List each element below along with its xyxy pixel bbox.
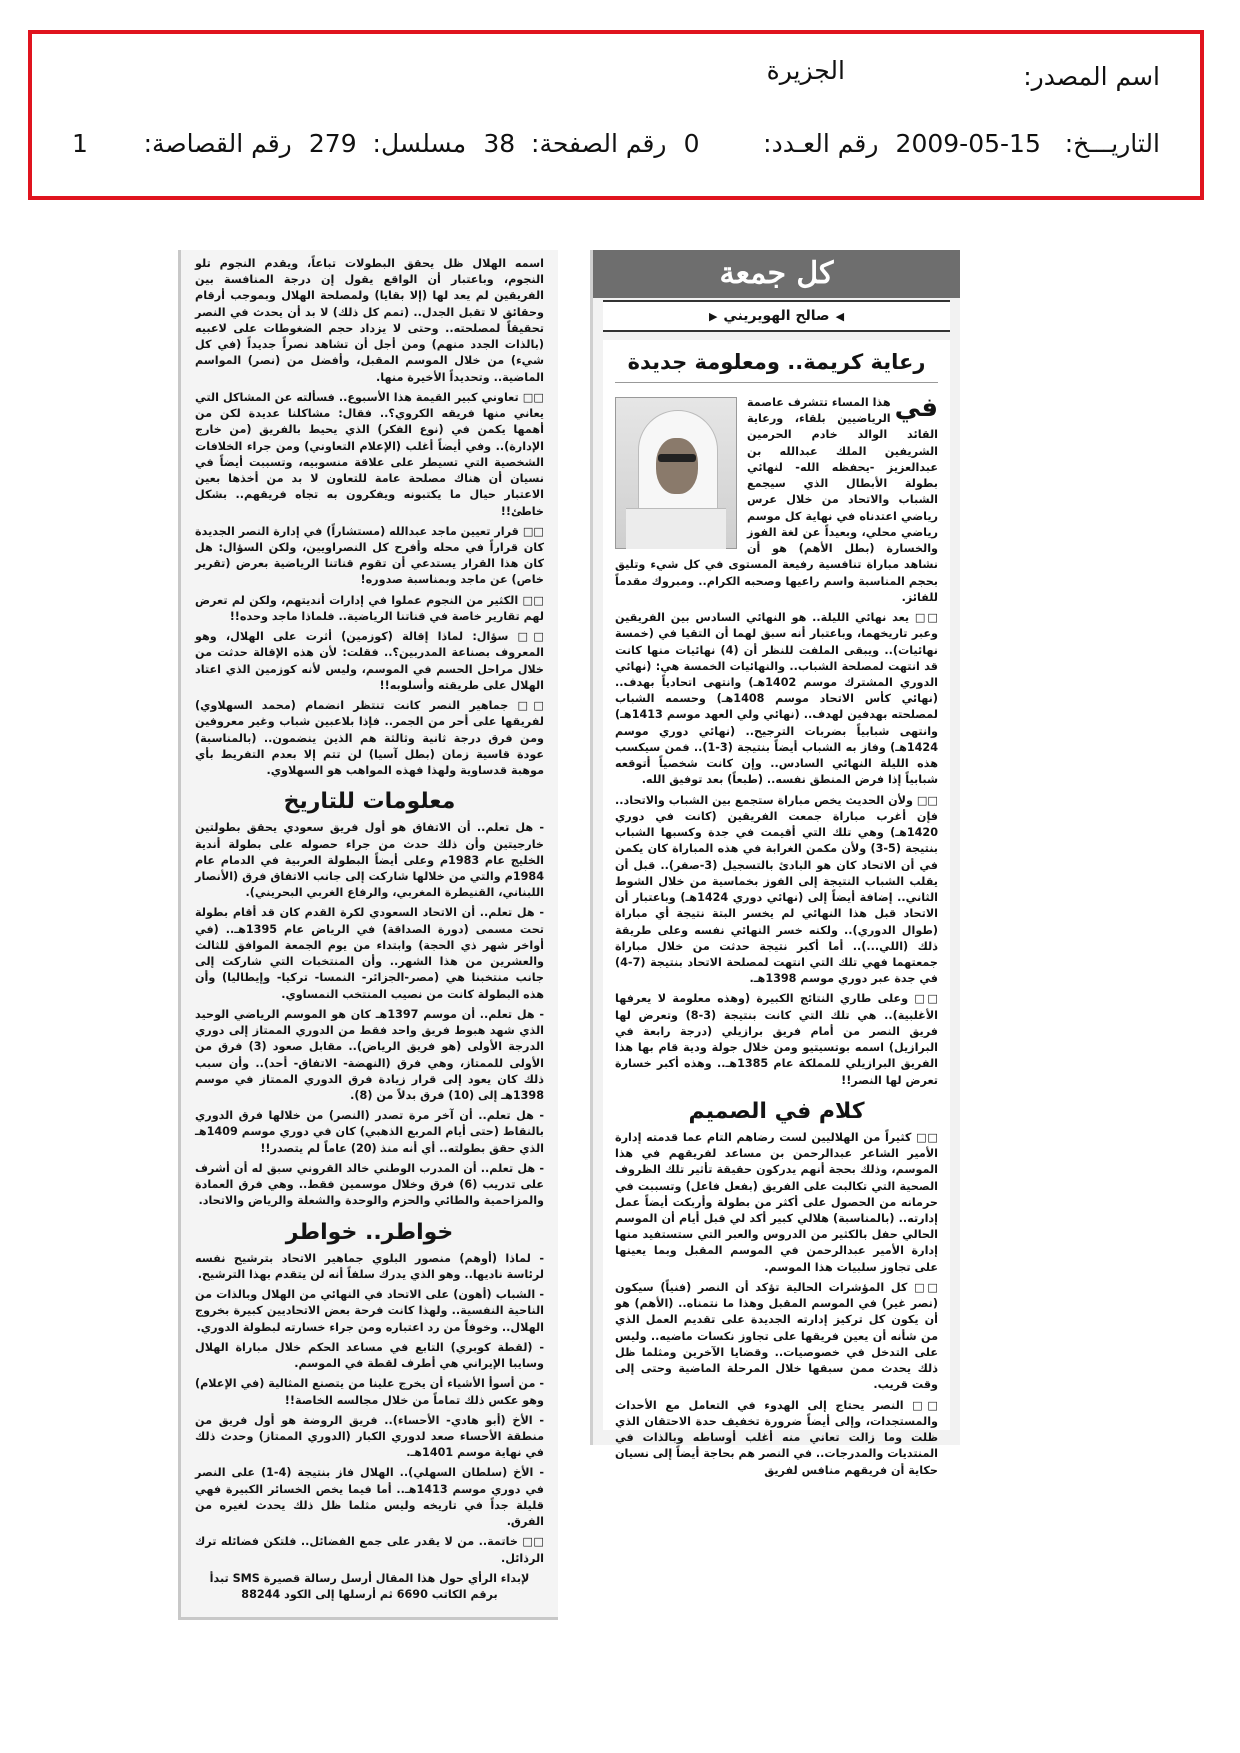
serial-label: مسلسل: bbox=[372, 129, 467, 158]
continuation-paragraph: □□ سؤال: لماذا إقالة (كوزمين) أثرت على الهلال، وهو المعروف بصناعة المدربين؟.. فقلت: لأن هذه الإقالة حدثت من خلال مراحل الحسم في الموسم، وليس لأنه كوزمين الذي اعتاد الهلال على طريقته وأسلوبه!! bbox=[195, 630, 544, 692]
sms-note: لإبداء الرأي حول هذا المقال أرسل رسالة قصيرة SMS تبدأ برقم الكاتب 6690 ثم أرسلها إلى الكود 88244 bbox=[209, 1571, 530, 1602]
article-paragraph: □□ وعلى طاري النتائج الكبيرة (وهذه معلومة لا يعرفها الأغلبية).. هي تلك التي كانت بنتيجة (3-8) وتعرض لها فريق النصر من أمام فريق برازيلي (درجة رابعة في البرازيل) اسمه بوتسيتيو ومن خلال جولة ودية قام بها هذا الفريق البرازيلي للمملكة عام 1385هـ.. وهذه أكبر خسارة تعرض لها النصر!! bbox=[615, 992, 938, 1087]
arrow-left-icon: ◀ bbox=[835, 309, 845, 323]
continuation-paragraph: □□ جماهير النصر كانت تنتظر انضمام (محمد السهلاوي) لفريقها على أحر من الجمر.. فإذا بلاعبين شباب وغير معروفين ومن فرق درجة ثانية وثالثة هم الذين ينضمون.. (بالمناسبة) عودة قاسية زمان (بطل آسيا) لن تتم إلا بعدم التفريط بأي موهبة قدساوية ولهذا فهذه المواهب هو السهلاوي. bbox=[195, 699, 544, 778]
article-paragraph: في هذا المساء تتشرف عاصمة الرياضيين بلقاء، ورعاية القائد الوالد خادم الحرمين الشريفين الملك عبدالله بن عبدالعزيز -يحفظه الله- لنهائي بطولة الأبطال الذي سيجمع الشباب والاتحاد من خلال عرس رياضي اعتدناه في نهاية كل موسم رياضي محلي، وبعيداً عن لغة الفوز والخسارة (بطل الأهم) هو أن نشاهد مباراة تنافسية رفيعة المستوى في كل شيء وتليق بحجم المناسبة واسم راعيها وصحبه الكرام.. ومبروك مقدماً للفائز. bbox=[615, 393, 938, 604]
clipping-header bbox=[28, 30, 1204, 200]
date-label: التاريـــخ: bbox=[1064, 129, 1160, 158]
thoughts-paragraph: - الأخ (أبو هادي- الأحساء).. فريق الروضة هو أول فريق من منطقة الأحساء صعد لدوري الكبار (الدوري الممتاز) وحدث ذلك في نهاية موسم 1401هـ. bbox=[195, 1413, 544, 1460]
article-paragraph: □□ ولأن الحديث يخص مباراة ستجمع بين الشباب والاتحاد.. فإن أغرب مباراة جمعت الفريقين (كانت في دوري 1420هـ) وهي تلك التي أقيمت في جدة وكسبها الشباب بنتيجة (5-3) ولأن مكمن الغرابة في هذه المباراة كان يكمن في أن الاتحاد كان هو البادئ بالتسجيل (3-صفر).. قبل أن يقلب الشباب النتيجة إلى الفوز بخماسية من خلال الشوط الثاني.. إضافة أيضاً إلى (نهائي دوري 1424هـ) وباعتبار أن الاتحاد قبل هذا النهائي لم يخسر البتة نتيجة أي مباراة (طوال الدوري).. ولكنه خسر النهائي نفسه وعلى طريقة ذلك (اللي...).. أما أكبر نتيجة حدثت من خلال مباراة جمعتهما فهي تلك التي انتهت لمصلحة الاتحاد بنتيجة (7-4) في جدة عبر دوري موسم 1398هـ. bbox=[615, 793, 939, 986]
article-body bbox=[603, 340, 950, 1477]
history-paragraph: - هل تعلم.. أن الاتفاق هو أول فريق سعودي يحقق بطولتين خارجيتين وأن ذلك حدث من جراء حصوله على بطولة أندية الخليج عام 1983م وعلى أيضاً البطولة العربية في الدمام عام 1984م والتي من خلالها شاركت إلى جانب الاتفاق فرق (الأنصار اللبناني، القنيطرة المغربي، والرفاع الغربي البحريني). bbox=[195, 821, 544, 900]
continuation-paragraph: □□ قرار تعيين ماجد عبدالله (مستشاراً) في إدارة النصر الجديدة كان قراراً في محله وأفرح كل النصراويين، ولكن السؤال: هل كان هذا القرار يستدعي أن تقوم قناتنا الرياضية بعرض (تقرير خاص) عن ماجد وبمناسبة صدوره! bbox=[195, 524, 544, 587]
history-paragraph: - هل تعلم.. أن موسم 1397هـ كان هو الموسم الرياضي الوحيد الذي شهد هبوط فريق واحد فقط من الدوري الممتاز إلى دوري الدرجة الأولى (هو فريق الرياض).. مقابل صعود (3) فرق من الأولى للممتاز، وهي فرق (النهضة- الاتفاق- أحد).. وأن سبب ذلك كان يعود إلى قرار زيادة فرق الدوري الممتاز في موسم 1398هـ إلى (10) فرق بدلاً من (8). bbox=[195, 1007, 544, 1103]
thoughts-paragraph: - من أسوأ الأشياء أن يخرج علينا من يتصنع المثالية (في الإعلام) وهو عكس ذلك تماماً من خلال مجالسه الخاصة!! bbox=[195, 1377, 544, 1407]
issue-value: 0 bbox=[683, 129, 700, 158]
clip-value: 1 bbox=[72, 129, 88, 158]
source-label: اسم المصدر: bbox=[1023, 62, 1160, 91]
thoughts-paragraph: - لماذا (أوهم) منصور البلوي جماهير الاتحاد بترشيح نفسه لرئاسة ناديها.. وهو الذي يدرك سلفاً أنه لن يتقدم بهذا الترشيح. bbox=[195, 1251, 544, 1281]
page-value: 38 bbox=[483, 129, 516, 158]
section-heading: كلام في الصميم bbox=[688, 1098, 865, 1124]
continuation-column bbox=[178, 250, 558, 1620]
clip-label: رقم القصاصة: bbox=[143, 129, 292, 158]
issue-label: رقم العـدد: bbox=[763, 129, 879, 158]
source-value: الجزيرة bbox=[766, 56, 845, 85]
thoughts-paragraph: - (لقطة كوبري) التابع في مساعد الحكم خلال مباراة الهلال وسايبا الإيراني هي أطرف لقطة في الموسم. bbox=[195, 1340, 544, 1371]
thoughts-paragraph: - الشباب (أهون) على الاتحاد في النهائي من الهلال وبالذات من الناحية النفسية.. ولهذا كانت فرحة بعض الاتحاديين كبيرة بخروج الهلال.. وخوفاً من رد اعتباره ومن جراء خسارته لبطولة الدوري. bbox=[195, 1288, 544, 1334]
column-banner: كل جمعة bbox=[593, 250, 960, 298]
meta-row bbox=[72, 129, 1160, 158]
continuation-paragraph: اسمه الهلال ظل يحقق البطولات تباعاً، ويقدم النجوم تلو النجوم، وباعتبار أن الواقع يقول إن درجة المنافسة بين الفريقين لم يعد لها (إلا بقايا) ولمصلحة الهلال وبموجب أرقام وحقائق لا تقبل الجدل.. (تمم كل ذلك) لا بد أن يحدث في النصر تحقيقاً لمصلحته.. وحتى لا يزداد حجم الضغوطات على لاعبيه (بالذات الجدد منهم) ومن أجل أن تشاهد نصراً جديداً (في كل شيء) من خلال الموسم المقبل، وأفضل من (نصر) المواسم الماضية.. وتحديداً الأخيرة منها. bbox=[195, 257, 544, 384]
serial-value: 279 bbox=[308, 129, 357, 158]
page-label: رقم الصفحة: bbox=[531, 129, 667, 158]
article-title: رعاية كريمة.. ومعلومة جديدة bbox=[615, 350, 938, 383]
section-paragraph: □□ كل المؤشرات الحالية تؤكد أن النصر (فنياً) سيكون (نصر غير) في الموسم المقبل وهذا ما نتمناه.. (الأهم) هو أن يكون كل تركيز إدارته الجديدة على تقديم العمل الذي من شأنه أن يعين فريقها على تجاوز نكسات ماضيه.. وليس على التدخل في خصوصيات.. وقضايا الآخرين ومثلما ظل ذلك يحدث ممن سبقها خلال المرحلة الماضية وحتى إلى وقت قريب. bbox=[615, 1280, 938, 1392]
drop-cap: في bbox=[894, 393, 938, 423]
article-column bbox=[590, 250, 960, 1477]
section-paragraph: □□ النصر يحتاج إلى الهدوء في التعامل مع الأحداث والمستجدات، وإلى أيضاً ضرورة تخفيف حدة الاحتقان الذي ظلت وما زالت تعاني منه أغلب أوساطه وبالذات في المنتديات والمدرجات.. في النصر هم بحاجة أيضاً إلى نسيان حكاية أن فريقهم منافس لفريق bbox=[615, 1398, 938, 1477]
arrow-right-icon: ▶ bbox=[708, 309, 718, 323]
history-paragraph: - هل تعلم.. أن الاتحاد السعودي لكرة القدم كان قد أقام بطولة تحت مسمى (دورة الصداقة) في الرياض عام 1395هـ.. (في أواخر شهر ذي الحجة) وابتداء من يوم الجمعة الموافق للثالث والعشرين من هذا الشهر.. وأن المنتخبات التي شاركت إلى جانب منتخبنا هي (مصر-الجزائر- النمسا- تركيا- وإيطاليا) وأن هذه البطولة كانت من نصيب المنتخب النمساوي. bbox=[195, 906, 544, 1001]
history-paragraph: - هل تعلم.. أن آخر مرة تصدر (النصر) من خلالها فرق الدوري بالنقاط (حتى أيام المربع الذهبي) كان في دوري موسم 1409هـ الذي حقق بطولته.. أي أنه منذ (20) عاماً لم يتصدر!! bbox=[195, 1109, 544, 1155]
section-paragraph: □□ كثيراً من الهلاليين لست رضاهم التام عما قدمته إدارة الأمير الشاعر عبدالرحمن بن مساعد لفريقهم في هذا الموسم، وذلك بحجة أنهم يدركون حقيقة تأثير تلك الظروف الصحية التي تكالبت على الفريق (بفعل فاعل) وتسببت في حرمانه من الحصول على أكثر من بطولة وأربكت أيضاً عمل إدارته.. (بالمناسبة) هلالي كبير أكد لي قبل أيام أن الموسم الحالي حفل بالكثير من الدروس والعبر التي ستستفيد منها إدارة الأمير عبدالرحمن في الموسم المقبل وبما يعينها على تجاوز سلبيات هذا الموسم. bbox=[615, 1130, 938, 1274]
author-photo bbox=[615, 397, 737, 549]
thoughts-heading: خواطر.. خواطر bbox=[285, 1219, 454, 1245]
byline bbox=[603, 300, 950, 332]
continuation-paragraph: □□ الكثير من النجوم عملوا في إدارات أنديتهم، ولكن لم تعرض لهم تقارير خاصة في قناتنا الرياضية.. فلماذا ماجد وحده!! bbox=[195, 593, 544, 623]
history-paragraph: - هل تعلم.. أن المدرب الوطني خالد القروني سبق له أن أشرف على تدريب (6) فرق وخلال موسمين فقط.. وهي فرق العمادة والمزاحمية والطائي والحزم والوحدة والشعلة والرياض والاتحاد. bbox=[195, 1161, 545, 1208]
thoughts-paragraph: - الأخ (سلطان السهلي).. الهلال فاز بنتيجة (4-1) على النصر في دوري موسم 1413هـ.. أما فيما يخص الخسائر الكبيرة فهي قليلة جداً في تاريخه وليس مثلما ظل ذلك يحدث لغيره من الفرق. bbox=[195, 1466, 544, 1529]
date-value: 15-05-2009 bbox=[895, 129, 1041, 158]
author-name: صالح الهويريني bbox=[723, 308, 830, 324]
continuation-paragraph: □□ تعاوني كبير القيمة هذا الأسبوع.. فسألته عن المشاكل التي يعاني منها فريقه الكروي؟.. فقال: مشاكلنا عديدة لكن من أهمها يكمن في (نوع الفكر) الذي يحيط بالفريق (من خارج الإدارة).. وفي أيضاً أغلب (الإعلام التعاوني) ومن جراء الخلافات الشخصية التي تسيطر على علاقة منسوبيه، وتسببت أيضاً في نسيان أن هناك مصلحة عامة للتعاون لا بد من أخذها بعين الاعتبار حيال ما يكتبونه ويفكرون به تجاه فريقهم.. بشكل خاطئ!! bbox=[195, 390, 544, 518]
article-paragraph: □□ يعد نهائي الليلة.. هو النهائي السادس بين الفريقين وعبر تاريخهما، وباعتبار أنه سبق لهما أن التقيا في (خمسة نهائيات).. ويبقى الملفت للنظر أن (4) نهائيات منها كانت قد انتهت لمصلحة الشباب.. والنهائيات الخمسة هي: (نهائي الدوري المشترك موسم 1402هـ) وانتهى اتحادياً بهدف.. (نهائي كأس الاتحاد موسم 1408هـ) وحسمه الشباب لمصلحته بهدفين لهدف.. (نهائي ولي العهد موسم 1413هـ) وانتهى شبابياً بضربات الترجيح.. (نهائي دوري موسم 1424هـ) وفاز به الشباب أيضاً بنتيجة (3-1).. فمن سيكسب هذه الليلة النهائي السادس.. وإن كانت شخصياً أتوقعه شبابياً إذا فرض المنطق نفسه.. (طبعاً) بعد توفيق الله. bbox=[615, 611, 939, 787]
thoughts-paragraph: □□ خاتمة.. من لا يقدر على جمع الفضائل.. فلتكن فضائله ترك الرذائل. bbox=[195, 1535, 544, 1565]
history-heading: معلومات للتاريخ bbox=[283, 789, 456, 815]
